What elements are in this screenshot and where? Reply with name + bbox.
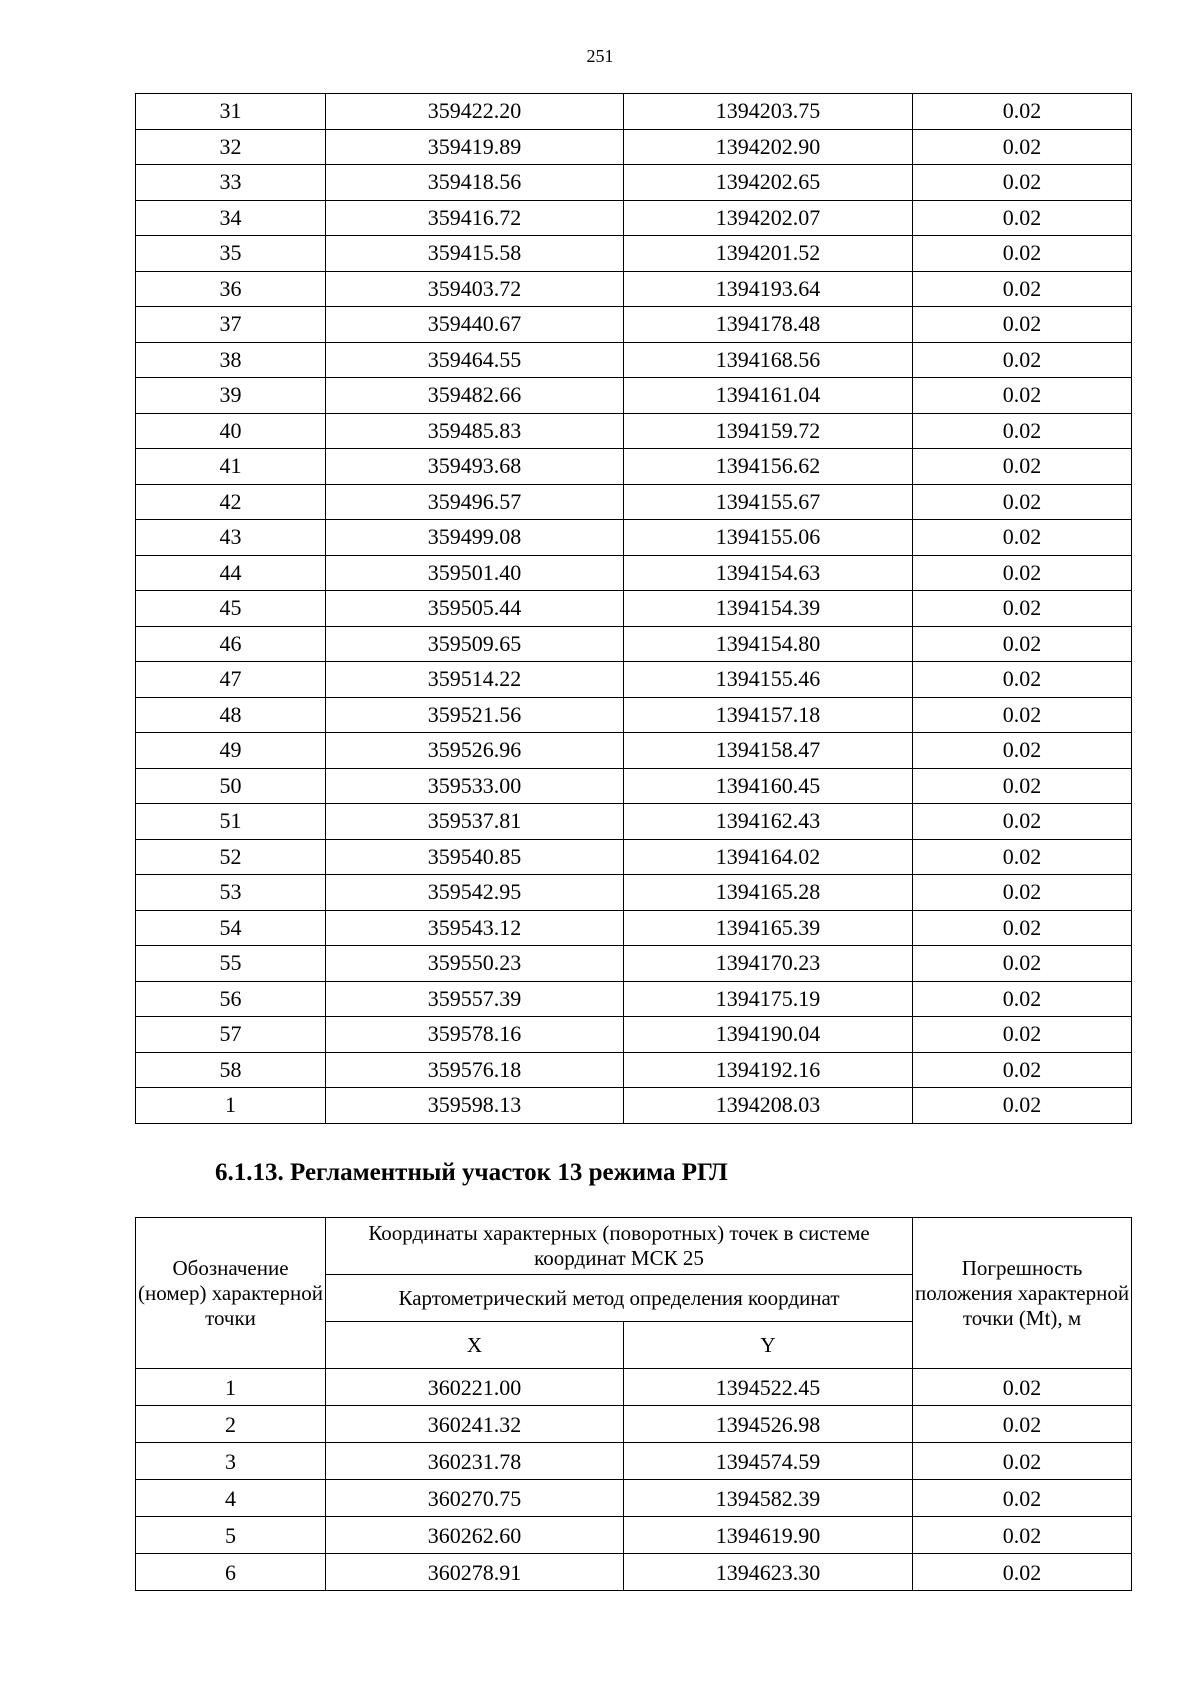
cell-y: 1394157.18 [624,697,913,733]
table-row [136,697,1132,733]
table-row [136,307,1132,343]
cell-x: 360278.91 [326,1554,624,1591]
header-method: Картометрический метод определения координат [326,1275,913,1322]
cell-error: 0.02 [913,839,1132,875]
cell-y: 1394175.19 [624,981,913,1017]
table-row [136,839,1132,875]
cell-point-number: 40 [136,413,326,449]
cell-error: 0.02 [913,342,1132,378]
cell-x: 359542.95 [326,875,624,911]
cell-point-number: 41 [136,449,326,485]
cell-point-number: 53 [136,875,326,911]
coordinates-table-continued [135,93,1132,1124]
cell-point-number: 1 [136,1088,326,1124]
cell-error: 0.02 [913,591,1132,627]
cell-x: 359501.40 [326,555,624,591]
table-row [136,1052,1132,1088]
cell-point-number: 2 [136,1406,326,1443]
table-row [136,520,1132,556]
page-number: 251 [586,46,614,66]
cell-x: 359540.85 [326,839,624,875]
table-row [136,378,1132,414]
table-row [136,804,1132,840]
cell-error: 0.02 [913,946,1132,982]
cell-point-number: 56 [136,981,326,1017]
cell-y: 1394190.04 [624,1017,913,1053]
coordinates-table-section-13 [135,1217,1132,1591]
cell-point-number: 50 [136,768,326,804]
cell-error: 0.02 [913,378,1132,414]
header-y: Y [624,1322,913,1369]
cell-x: 359521.56 [326,697,624,733]
cell-x: 359415.58 [326,236,624,272]
table-row [136,910,1132,946]
cell-point-number: 6 [136,1554,326,1591]
cell-x: 359505.44 [326,591,624,627]
cell-error: 0.02 [913,484,1132,520]
table-row [136,1480,1132,1517]
cell-error: 0.02 [913,875,1132,911]
cell-y: 1394201.52 [624,236,913,272]
cell-point-number: 39 [136,378,326,414]
cell-x: 360241.32 [326,1406,624,1443]
cell-error: 0.02 [913,768,1132,804]
cell-x: 360221.00 [326,1369,624,1406]
cell-point-number: 52 [136,839,326,875]
cell-point-number: 34 [136,200,326,236]
cell-point-number: 1 [136,1369,326,1406]
cell-y: 1394170.23 [624,946,913,982]
cell-error: 0.02 [913,1517,1132,1554]
cell-x: 359403.72 [326,271,624,307]
cell-y: 1394193.64 [624,271,913,307]
cell-error: 0.02 [913,1017,1132,1053]
cell-error: 0.02 [913,236,1132,272]
table-row [136,946,1132,982]
cell-y: 1394208.03 [624,1088,913,1124]
cell-x: 359482.66 [326,378,624,414]
cell-error: 0.02 [913,1443,1132,1480]
cell-x: 359464.55 [326,342,624,378]
header-point-designation: Обозначение (номер) характерной точки [136,1218,326,1369]
cell-error: 0.02 [913,804,1132,840]
cell-point-number: 3 [136,1443,326,1480]
table-row [136,1369,1132,1406]
cell-x: 359509.65 [326,626,624,662]
table-row [136,484,1132,520]
table-row [136,413,1132,449]
coordinates-table-body [136,1369,1132,1591]
cell-y: 1394160.45 [624,768,913,804]
cell-y: 1394165.28 [624,875,913,911]
cell-x: 359550.23 [326,946,624,982]
cell-point-number: 58 [136,1052,326,1088]
cell-y: 1394161.04 [624,378,913,414]
cell-error: 0.02 [913,449,1132,485]
cell-x: 360262.60 [326,1517,624,1554]
cell-error: 0.02 [913,555,1132,591]
cell-error: 0.02 [913,1369,1132,1406]
cell-y: 1394623.30 [624,1554,913,1591]
cell-point-number: 57 [136,1017,326,1053]
cell-y: 1394203.75 [624,94,913,130]
cell-point-number: 51 [136,804,326,840]
cell-error: 0.02 [913,1052,1132,1088]
cell-error: 0.02 [913,662,1132,698]
cell-error: 0.02 [913,1480,1132,1517]
cell-error: 0.02 [913,413,1132,449]
cell-point-number: 33 [136,165,326,201]
table-row [136,768,1132,804]
cell-x: 359514.22 [326,662,624,698]
cell-x: 360270.75 [326,1480,624,1517]
cell-error: 0.02 [913,910,1132,946]
table-row [136,165,1132,201]
section-heading: 6.1.13. Регламентный участок 13 режима РГЛ [215,1159,728,1186]
header-position-error: Погрешность положения характерной точки (Mt), м [913,1218,1132,1369]
cell-x: 360231.78 [326,1443,624,1480]
header-x: X [326,1322,624,1369]
table-row [136,733,1132,769]
table-row [136,271,1132,307]
cell-error: 0.02 [913,981,1132,1017]
cell-error: 0.02 [913,1554,1132,1591]
cell-point-number: 49 [136,733,326,769]
table-row [136,591,1132,627]
cell-y: 1394155.46 [624,662,913,698]
table-row [136,236,1132,272]
table-row [136,200,1132,236]
table-row [136,1088,1132,1124]
table-header [136,1218,1132,1369]
cell-y: 1394168.56 [624,342,913,378]
cell-y: 1394202.90 [624,129,913,165]
cell-error: 0.02 [913,697,1132,733]
table-row [136,342,1132,378]
cell-x: 359543.12 [326,910,624,946]
table-row [136,94,1132,130]
cell-point-number: 5 [136,1517,326,1554]
cell-point-number: 36 [136,271,326,307]
cell-y: 1394178.48 [624,307,913,343]
cell-point-number: 43 [136,520,326,556]
cell-y: 1394522.45 [624,1369,913,1406]
cell-y: 1394154.63 [624,555,913,591]
cell-x: 359496.57 [326,484,624,520]
cell-error: 0.02 [913,520,1132,556]
cell-y: 1394165.39 [624,910,913,946]
cell-x: 359416.72 [326,200,624,236]
cell-x: 359576.18 [326,1052,624,1088]
table-row [136,981,1132,1017]
cell-y: 1394202.07 [624,200,913,236]
cell-x: 359499.08 [326,520,624,556]
cell-point-number: 48 [136,697,326,733]
cell-error: 0.02 [913,129,1132,165]
cell-y: 1394155.67 [624,484,913,520]
cell-y: 1394159.72 [624,413,913,449]
cell-x: 359493.68 [326,449,624,485]
table-row [136,626,1132,662]
cell-x: 359440.67 [326,307,624,343]
cell-y: 1394154.80 [624,626,913,662]
cell-error: 0.02 [913,94,1132,130]
cell-point-number: 35 [136,236,326,272]
cell-error: 0.02 [913,307,1132,343]
coordinates-table-body [136,94,1132,1124]
cell-error: 0.02 [913,1088,1132,1124]
cell-x: 359422.20 [326,94,624,130]
cell-point-number: 47 [136,662,326,698]
cell-point-number: 45 [136,591,326,627]
cell-error: 0.02 [913,165,1132,201]
cell-x: 359526.96 [326,733,624,769]
cell-error: 0.02 [913,271,1132,307]
cell-point-number: 46 [136,626,326,662]
cell-point-number: 54 [136,910,326,946]
table-row [136,1554,1132,1591]
cell-y: 1394202.65 [624,165,913,201]
cell-x: 359598.13 [326,1088,624,1124]
cell-y: 1394156.62 [624,449,913,485]
table-row [136,449,1132,485]
cell-x: 359578.16 [326,1017,624,1053]
header-coordinates-group: Координаты характерных (поворотных) точек в системе координат МСК 25 [326,1218,913,1275]
cell-x: 359419.89 [326,129,624,165]
table-row [136,875,1132,911]
cell-point-number: 42 [136,484,326,520]
cell-x: 359418.56 [326,165,624,201]
cell-y: 1394164.02 [624,839,913,875]
cell-error: 0.02 [913,1406,1132,1443]
cell-x: 359533.00 [326,768,624,804]
cell-y: 1394162.43 [624,804,913,840]
table-row [136,1017,1132,1053]
cell-error: 0.02 [913,200,1132,236]
cell-point-number: 37 [136,307,326,343]
cell-y: 1394158.47 [624,733,913,769]
cell-point-number: 32 [136,129,326,165]
cell-error: 0.02 [913,733,1132,769]
cell-y: 1394574.59 [624,1443,913,1480]
cell-x: 359537.81 [326,804,624,840]
cell-x: 359557.39 [326,981,624,1017]
table-row [136,1443,1132,1480]
table-row [136,555,1132,591]
cell-y: 1394582.39 [624,1480,913,1517]
cell-error: 0.02 [913,626,1132,662]
cell-y: 1394619.90 [624,1517,913,1554]
table-row [136,129,1132,165]
cell-point-number: 44 [136,555,326,591]
cell-point-number: 38 [136,342,326,378]
cell-point-number: 31 [136,94,326,130]
cell-point-number: 55 [136,946,326,982]
cell-point-number: 4 [136,1480,326,1517]
cell-x: 359485.83 [326,413,624,449]
table-row [136,1406,1132,1443]
table-row [136,662,1132,698]
cell-y: 1394154.39 [624,591,913,627]
cell-y: 1394526.98 [624,1406,913,1443]
table-row [136,1517,1132,1554]
cell-y: 1394155.06 [624,520,913,556]
cell-y: 1394192.16 [624,1052,913,1088]
